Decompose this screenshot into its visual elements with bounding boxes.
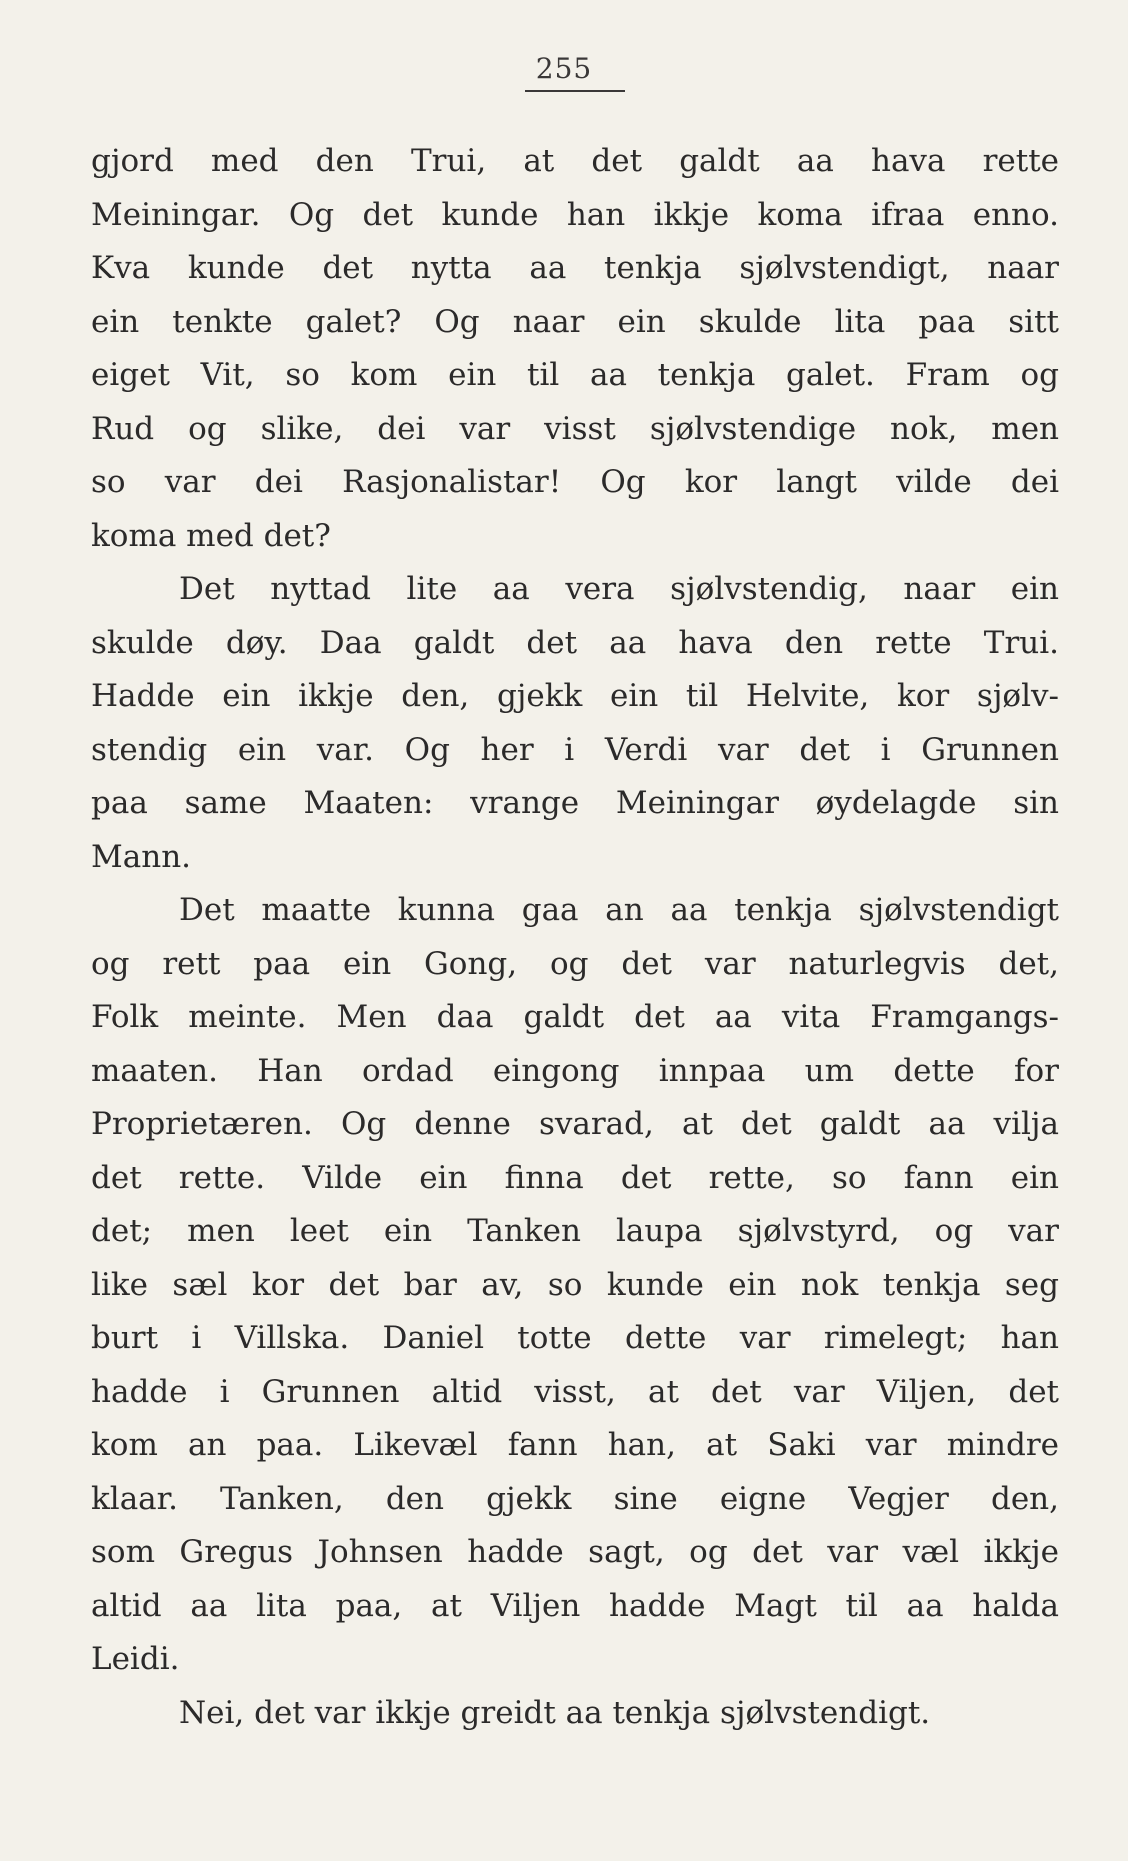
text-line: ein tenkte galet? Og naar ein skulde lita paa sitt <box>91 303 1059 340</box>
text-line: gjord med den Trui, at det galdt aa hava rette <box>91 143 1059 179</box>
text-line: som Gregus Johnsen hadde sagt, og det var væl ikkje <box>91 1534 1059 1570</box>
body-text <box>91 135 1059 1740</box>
text-line: Proprietæren. Og denne svarad, at det galdt aa vilja <box>91 1106 1059 1142</box>
text-line: Mann. <box>91 838 192 875</box>
text-line: Kva kunde det nytta aa tenkja sjølvstendigt, naar <box>91 250 1059 286</box>
text-line: det rette. Vilde ein finna det rette, so fann ein <box>91 1159 1059 1196</box>
text-line: det; men leet ein Tanken laupa sjølvstyrd, og var <box>91 1213 1059 1249</box>
text-line: eiget Vit, so kom ein til aa tenkja galet. Fram og <box>91 357 1059 393</box>
page-number: 255 <box>535 52 593 85</box>
text-line: Meiningar. Og det kunde han ikkje koma ifraa enno. <box>91 196 1059 233</box>
text-line: Rud og slike, dei var visst sjølvstendige nok, men <box>91 410 1059 447</box>
text-line: Leidi. <box>91 1641 180 1677</box>
text-line: paa same Maaten: vrange Meiningar øydelagde sin <box>91 785 1059 821</box>
text-line: maaten. Han ordad eingong innpaa um dette for <box>91 1052 1059 1089</box>
text-line: skulde døy. Daa galdt det aa hava den rette Trui. <box>91 624 1059 661</box>
text-line: stendig ein var. Og her i Verdi var det i Grunnen <box>91 731 1059 768</box>
text-line: hadde i Grunnen altid visst, at det var Viljen, det <box>91 1373 1059 1410</box>
text-line: klaar. Tanken, den gjekk sine eigne Vegjer den, <box>91 1480 1059 1517</box>
text-line: koma med det? <box>91 517 331 554</box>
text-line: so var dei Rasjonalistar! Og kor langt vilde dei <box>91 464 1059 500</box>
text-line: og rett paa ein Gong, og det var naturlegvis det, <box>91 945 1059 982</box>
text-line: burt i Villska. Daniel totte dette var rimelegt; han <box>91 1320 1059 1356</box>
text-line: Det maatte kunna gaa an aa tenkja sjølvstendigt <box>179 892 1059 928</box>
page-number-rule <box>525 90 625 92</box>
text-line: kom an paa. Likevæl fann han, at Saki var mindre <box>91 1427 1059 1463</box>
text-line: like sæl kor det bar av, so kunde ein nok tenkja seg <box>91 1266 1059 1303</box>
text-line: Det nyttad lite aa vera sjølvstendig, naar ein <box>179 571 1059 607</box>
text-line: Nei, det var ikkje greidt aa tenkja sjølvstendigt. <box>179 1694 931 1731</box>
text-line: altid aa lita paa, at Viljen hadde Magt til aa halda <box>91 1587 1059 1624</box>
text-line: Folk meinte. Men daa galdt det aa vita Framgangs- <box>91 999 1059 1035</box>
text-line: Hadde ein ikkje den, gjekk ein til Helvite, kor sjølv- <box>91 678 1059 714</box>
